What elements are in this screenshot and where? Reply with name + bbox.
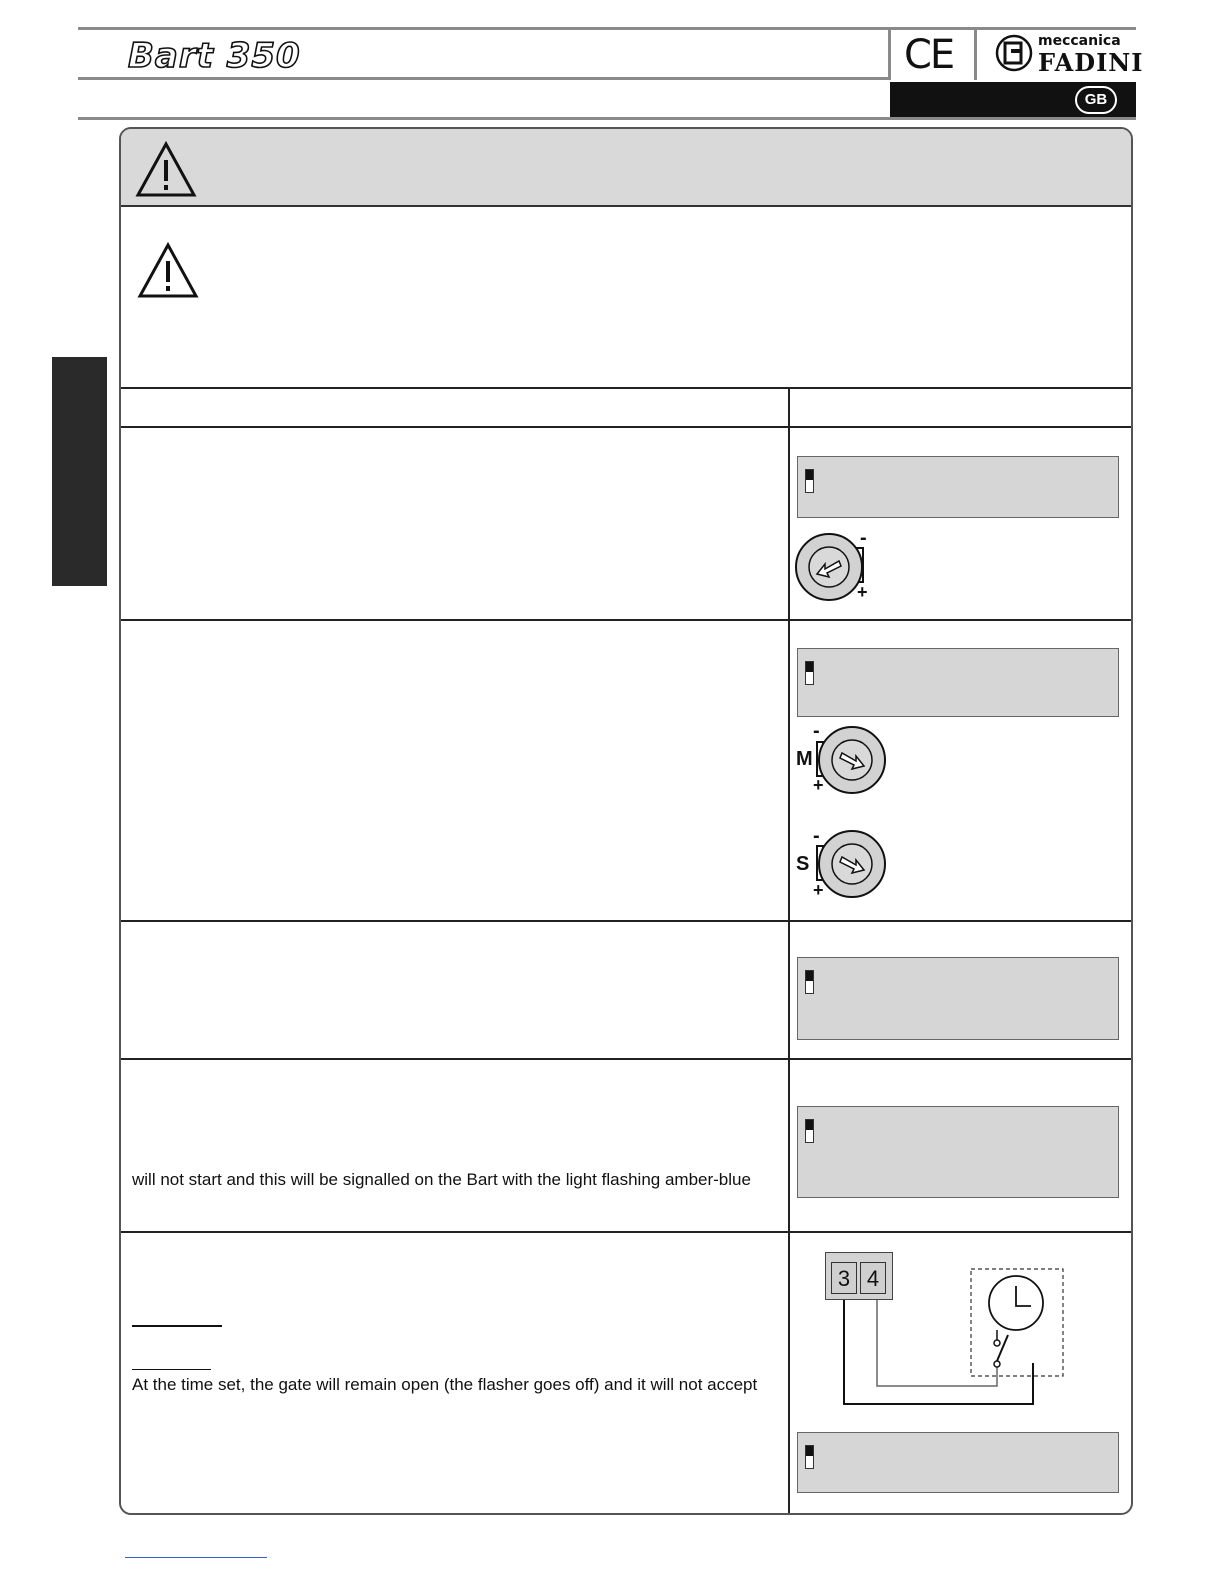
side-tab	[52, 357, 107, 586]
underline	[132, 1325, 222, 1327]
header-bottom-rule	[78, 117, 1136, 120]
knob-s-label: S	[796, 853, 810, 875]
header-divider-1	[888, 27, 891, 80]
underline	[132, 1369, 211, 1370]
footer-link-underline[interactable]	[125, 1557, 267, 1558]
lcd-cursor	[805, 661, 814, 685]
speed-trimmer-knob-icon[interactable]	[812, 828, 890, 902]
brand-name-small: meccanica	[1038, 33, 1121, 49]
document-title: Bart 350	[128, 36, 301, 76]
warning-icon	[137, 241, 199, 299]
lcd-cursor	[805, 1119, 814, 1143]
lcd-cursor	[805, 469, 814, 493]
table-rule	[121, 920, 1131, 922]
warning-header-band	[121, 129, 1131, 207]
lcd-display	[797, 957, 1119, 1040]
lcd-display	[797, 648, 1119, 717]
header-divider-2	[974, 27, 977, 80]
knob-plus-label: +	[813, 775, 824, 795]
knob-plus-label: +	[813, 880, 824, 900]
clock-icon	[988, 1277, 1044, 1333]
table-rule	[121, 619, 1131, 621]
brand-name-large: FADINI	[1038, 48, 1144, 77]
warning-icon	[135, 140, 197, 198]
knob-minus-label: -	[813, 825, 820, 847]
terminal-3: 3	[831, 1262, 857, 1294]
table-rule	[121, 387, 1131, 389]
ce-mark: CE	[904, 32, 954, 78]
knob-minus-label: -	[860, 527, 867, 549]
knob-minus-label: -	[813, 720, 820, 742]
terminal-4: 4	[860, 1262, 886, 1294]
knob-m-label: M	[796, 748, 813, 770]
lcd-display	[797, 456, 1119, 518]
row4-text: will not start and this will be signalled on the Bart with the light flashing amber-blue	[132, 1170, 751, 1189]
brand-logo-icon	[995, 34, 1033, 72]
table-rule	[121, 1058, 1131, 1060]
knob-plus-label: +	[857, 582, 868, 602]
lcd-cursor	[805, 970, 814, 994]
language-badge[interactable]: GB	[1075, 86, 1117, 114]
motor-trimmer-knob-icon[interactable]	[812, 724, 890, 798]
lcd-cursor	[805, 1445, 814, 1469]
lcd-display	[797, 1106, 1119, 1198]
row5-text: At the time set, the gate will remain open (the flasher goes off) and it will not accept	[132, 1375, 758, 1394]
header-mid-rule	[78, 77, 890, 80]
table-column-divider	[788, 388, 790, 1513]
table-rule	[121, 1231, 1131, 1233]
table-rule	[121, 426, 1131, 428]
header-top-rule	[78, 27, 1136, 30]
lcd-display	[797, 1432, 1119, 1493]
